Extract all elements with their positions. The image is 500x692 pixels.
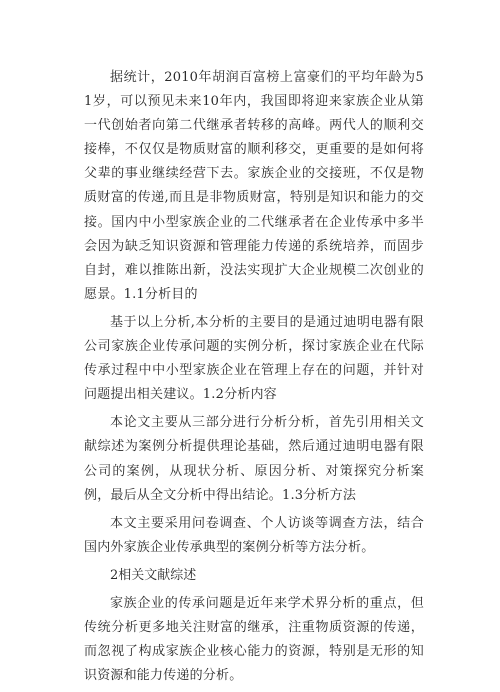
paragraph-method: 本文主要采用问卷调查、个人访谈等调查方法，结合国内外家族企业传承典型的案例分析等方法分析。 xyxy=(84,515,424,555)
paragraph-content: 本论文主要从三部分进行分析分析，首先引用相关文献综述为案例分析提供理论基础，然后通过迪明电器有限公司的案例，从现状分析、原因分析、对策探究分析案例，最后从全文分析中得出结论。1.3分析方法 xyxy=(84,415,424,503)
paragraph-literature-review: 家族企业的传承问题是近年来学术界分析的重点，但传统分析更多地关注财富的继承，注重物质资源的传递，而忽视了构成家族企业核心能力的资源，特别是无形的知识资源和能力传递的分析。 xyxy=(84,595,424,684)
section-heading: 2相关文献综述 xyxy=(110,567,197,583)
paragraph-purpose: 基于以上分析,本分析的主要目的是通过迪明电器有限公司家族企业传承问题的实例分析，探讨家族企业在代际传承过程中中小型家族企业在管理上存在的问题，并针对问题提出相关建议。1.2分析内容 xyxy=(84,314,424,403)
document-body xyxy=(84,66,424,692)
paragraph-background: 据统计，2010年胡润百富榜上富豪们的平均年龄为51岁，可以预见未来10年内，我国即将迎来家族企业从第一代创始者向第二代继承者转移的高峰。两代人的顺利交接棒，不仅仅是物质财富的顺利移交，更重要的是如何将父辈的事业继续经营下去。家族企业的交接班，不仅是物质财富的传递,而且是非物质财富，特别是知识和能力的交接。国内中小型家族企业的二代继承者在企业传承中多半会因为缺乏知识资源和管理能力传递的系统培养，而固步自封，难以推陈出新，没法实现扩大企业规模二次创业的愿景。1.1分析目的 xyxy=(84,70,424,302)
